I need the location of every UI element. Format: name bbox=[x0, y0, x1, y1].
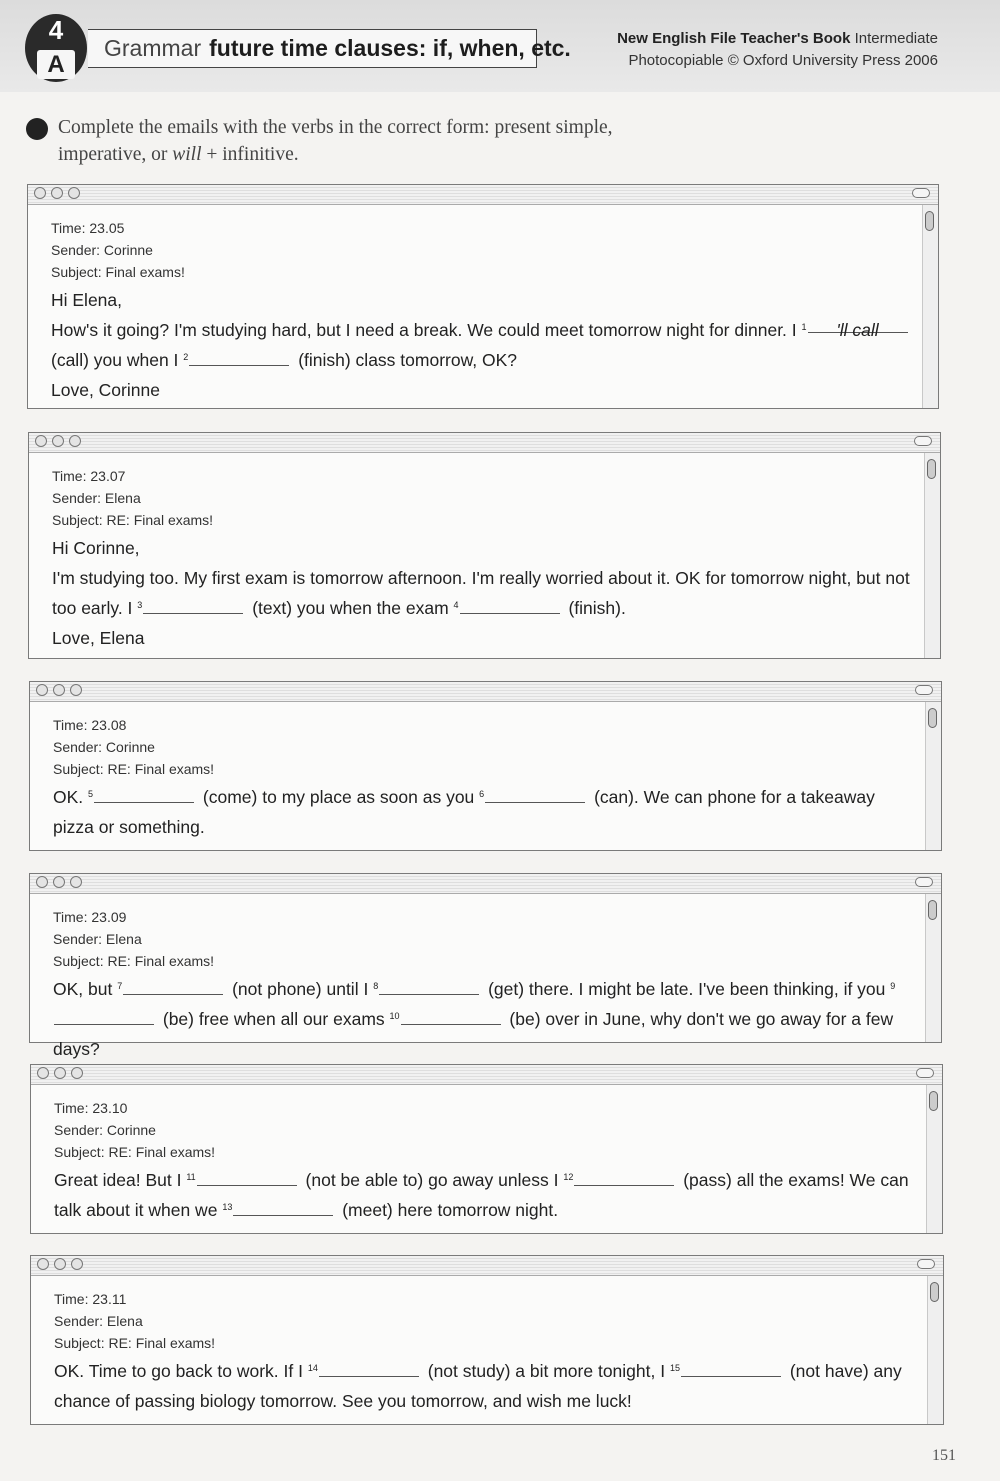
email-subject: Subject: RE: Final exams! bbox=[54, 1335, 216, 1351]
window-button-icon bbox=[36, 876, 48, 888]
instruction-emphasis: will bbox=[172, 144, 202, 165]
email-body bbox=[53, 974, 917, 1064]
scrollbar bbox=[927, 1276, 943, 1424]
scrollbar bbox=[924, 453, 940, 658]
email-meta bbox=[53, 714, 214, 780]
scroll-thumb bbox=[925, 211, 934, 231]
gap-number: 8 bbox=[373, 981, 379, 991]
scrollbar bbox=[925, 702, 941, 850]
window-title-bar bbox=[29, 433, 940, 453]
scroll-thumb bbox=[927, 459, 936, 479]
window-title-bar bbox=[31, 1065, 942, 1085]
email-sender: Sender: Corinne bbox=[51, 242, 153, 258]
page-number: 151 bbox=[932, 1447, 956, 1464]
gap-number: 2 bbox=[183, 352, 189, 362]
page-title bbox=[104, 33, 571, 63]
answer-gap-11[interactable] bbox=[197, 1168, 297, 1186]
gap-number: 14 bbox=[307, 1363, 318, 1373]
email-time: Time: 23.11 bbox=[54, 1291, 127, 1307]
scroll-thumb bbox=[928, 708, 937, 728]
answer-gap-2[interactable] bbox=[189, 348, 289, 366]
email-greeting: Hi Corinne, bbox=[52, 538, 140, 558]
email-body bbox=[51, 285, 914, 405]
email-time: Time: 23.05 bbox=[51, 220, 125, 236]
email-window-3 bbox=[29, 681, 942, 851]
window-title-bar bbox=[30, 874, 941, 894]
window-button-icon bbox=[71, 1067, 83, 1079]
email-window-5 bbox=[30, 1064, 943, 1234]
answer-gap-7[interactable] bbox=[123, 977, 223, 995]
window-button-icon bbox=[69, 435, 81, 447]
gap-number: 6 bbox=[479, 789, 485, 799]
book-level: Intermediate bbox=[854, 30, 938, 47]
window-button-icon bbox=[52, 435, 64, 447]
email-sender: Sender: Corinne bbox=[54, 1122, 156, 1138]
toolbar-toggle-icon bbox=[914, 436, 932, 446]
email-window-6 bbox=[30, 1255, 944, 1425]
email-sender: Sender: Elena bbox=[52, 490, 141, 506]
answer-gap-1[interactable]: 'll call bbox=[808, 315, 908, 333]
instruction-line-2: imperative, or will + infinitive. bbox=[58, 144, 299, 165]
toolbar-toggle-icon bbox=[915, 877, 933, 887]
email-time: Time: 23.08 bbox=[53, 717, 127, 733]
email-subject: Subject: RE: Final exams! bbox=[53, 761, 215, 777]
window-button-icon bbox=[34, 187, 46, 199]
scrollbar bbox=[922, 205, 938, 408]
window-title-bar bbox=[30, 682, 941, 702]
window-button-icon bbox=[68, 187, 80, 199]
email-meta bbox=[51, 217, 185, 283]
email-window-2 bbox=[28, 432, 941, 659]
exercise-instruction bbox=[58, 114, 708, 168]
gap-number: 3 bbox=[137, 600, 143, 610]
window-button-icon bbox=[54, 1067, 66, 1079]
email-time: Time: 23.09 bbox=[53, 909, 127, 925]
gap-number: 11 bbox=[186, 1172, 196, 1182]
window-button-icon bbox=[71, 1258, 83, 1270]
email-meta bbox=[52, 465, 213, 531]
section-label: Grammar bbox=[104, 35, 202, 61]
scrollbar bbox=[925, 894, 941, 1042]
copyright-line: Photocopiable © Oxford University Press 2006 bbox=[628, 52, 938, 69]
gap-number: 12 bbox=[563, 1172, 574, 1182]
email-window-1 bbox=[27, 184, 939, 409]
scroll-thumb bbox=[930, 1282, 939, 1302]
gap-number: 13 bbox=[222, 1202, 233, 1212]
answer-gap-6[interactable] bbox=[485, 785, 585, 803]
gap-number: 4 bbox=[453, 600, 459, 610]
email-window-4 bbox=[29, 873, 942, 1059]
email-body bbox=[53, 782, 917, 842]
email-body bbox=[54, 1356, 919, 1416]
gap-number: 7 bbox=[117, 981, 123, 991]
email-greeting: Hi Elena, bbox=[51, 290, 123, 310]
email-time: Time: 23.07 bbox=[52, 468, 126, 484]
email-signoff: Love, Elena bbox=[52, 628, 145, 648]
toolbar-toggle-icon bbox=[917, 1259, 935, 1269]
answer-gap-3[interactable] bbox=[143, 596, 243, 614]
email-subject: Subject: RE: Final exams! bbox=[54, 1144, 216, 1160]
email-meta bbox=[54, 1097, 215, 1163]
email-text: How's it going? I'm studying hard, but I need a break. We could meet tomorrow night for dinner. I $^1$ 'll call (call) you when I $^2$ (finish) class tomorrow, OK? bbox=[51, 315, 914, 375]
email-sender: Sender: Elena bbox=[54, 1313, 143, 1329]
gap-number: 1 bbox=[801, 322, 807, 332]
answer-gap-9[interactable] bbox=[54, 1007, 154, 1025]
email-subject: Subject: RE: Final exams! bbox=[52, 512, 214, 528]
answer-gap-4[interactable] bbox=[460, 596, 560, 614]
scroll-thumb bbox=[928, 900, 937, 920]
answer-gap-14[interactable] bbox=[319, 1359, 419, 1377]
window-title-bar bbox=[28, 185, 938, 205]
toolbar-toggle-icon bbox=[912, 188, 930, 198]
toolbar-toggle-icon bbox=[916, 1068, 934, 1078]
topic-label: future time clauses: if, when, etc. bbox=[209, 35, 571, 61]
window-title-bar bbox=[31, 1256, 943, 1276]
email-text: OK, but $^7$ (not phone) until I $^8$ (get) there. I might be late. I've been thinking, if you $^9$ (be) free when all our exams $^{10}$ (be) over in June, why don't we go away for a few days? bbox=[53, 979, 896, 1059]
window-button-icon bbox=[53, 876, 65, 888]
scroll-thumb bbox=[929, 1091, 938, 1111]
unit-number: 4 bbox=[48, 15, 64, 45]
email-meta bbox=[54, 1288, 215, 1354]
email-text: OK. $^5$ (come) to my place as soon as you $^6$ (can). We can phone for a takeaway pizza or something. bbox=[53, 787, 875, 837]
answer-gap-8[interactable] bbox=[379, 977, 479, 995]
email-sender: Sender: Elena bbox=[53, 931, 142, 947]
publisher-info bbox=[617, 28, 938, 72]
toolbar-toggle-icon bbox=[915, 685, 933, 695]
answer-gap-13[interactable] bbox=[233, 1198, 333, 1216]
email-subject: Subject: Final exams! bbox=[51, 264, 185, 280]
unit-letter: A bbox=[37, 50, 75, 79]
window-button-icon bbox=[51, 187, 63, 199]
window-button-icon bbox=[37, 1258, 49, 1270]
answer-gap-15[interactable] bbox=[681, 1359, 781, 1377]
email-body bbox=[54, 1165, 918, 1225]
window-button-icon bbox=[53, 684, 65, 696]
email-text: OK. Time to go back to work. If I $^{14}$ (not study) a bit more tonight, I $^{15}$ (not have) any chance of passing biology tomorrow. See you tomorrow, and wish me luck! bbox=[54, 1361, 902, 1411]
email-meta bbox=[53, 906, 214, 972]
exercise-bullet bbox=[26, 118, 48, 140]
window-button-icon bbox=[36, 684, 48, 696]
answer-gap-12[interactable] bbox=[574, 1168, 674, 1186]
email-sender: Sender: Corinne bbox=[53, 739, 155, 755]
gap-number: 9 bbox=[890, 981, 896, 991]
window-button-icon bbox=[35, 435, 47, 447]
answer-gap-10[interactable] bbox=[401, 1007, 501, 1025]
window-button-icon bbox=[70, 876, 82, 888]
book-title: New English File Teacher's Book bbox=[617, 30, 851, 47]
gap-number: 15 bbox=[669, 1363, 680, 1373]
instruction-line-1: Complete the emails with the verbs in the correct form: present simple, bbox=[58, 117, 613, 138]
email-text: I'm studying too. My first exam is tomorrow afternoon. I'm really worried about it. OK for tomorrow night, but not too early. I $^3$ (text) you when the exam $^4$ (finish). bbox=[52, 568, 910, 618]
email-body bbox=[52, 533, 916, 653]
gap-number: 5 bbox=[88, 789, 94, 799]
email-subject: Subject: RE: Final exams! bbox=[53, 953, 215, 969]
answer-gap-5[interactable] bbox=[94, 785, 194, 803]
email-text: Great idea! But I $^{11}$ (not be able to) go away unless I $^{12}$ (pass) all the exams! We can talk about it when we $^{13}$ (meet) here tomorrow night. bbox=[54, 1170, 909, 1220]
scrollbar bbox=[926, 1085, 942, 1233]
window-button-icon bbox=[37, 1067, 49, 1079]
window-button-icon bbox=[54, 1258, 66, 1270]
email-time: Time: 23.10 bbox=[54, 1100, 128, 1116]
gap-number: 10 bbox=[389, 1011, 400, 1021]
email-signoff: Love, Corinne bbox=[51, 380, 160, 400]
window-button-icon bbox=[70, 684, 82, 696]
